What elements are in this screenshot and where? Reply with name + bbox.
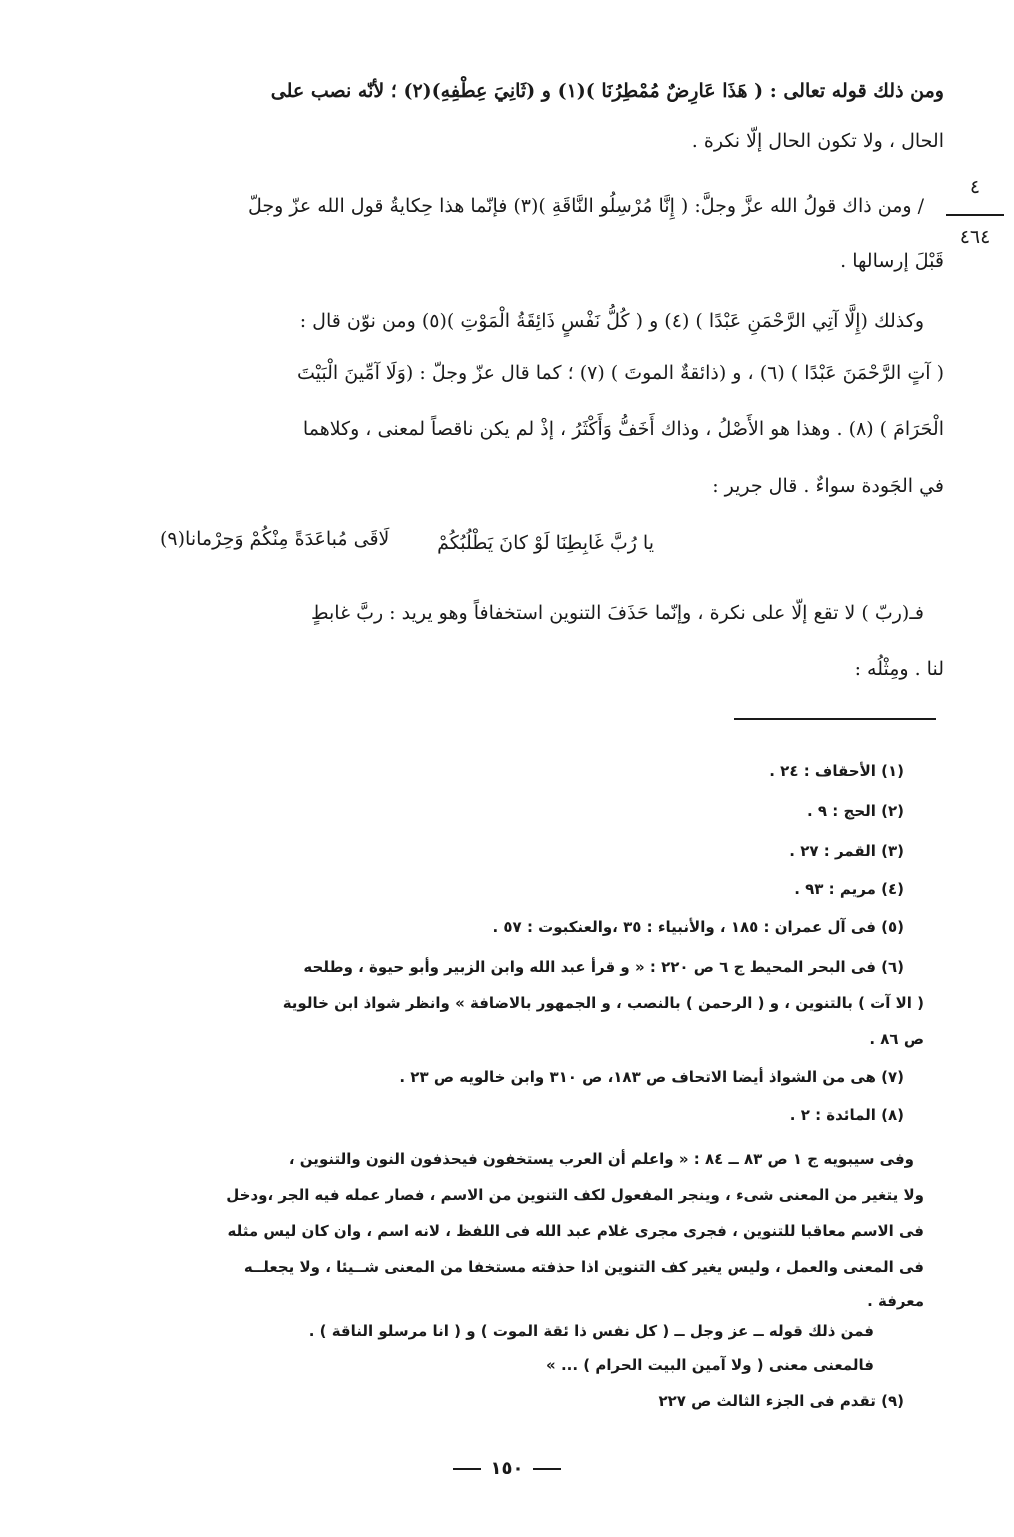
footnote-8-quote-1: وفى سيبويه ج ١ ص ٨٣ ــ ٨٤ : « واعلم أن العرب يستخفون فيحذفون النون والتنوين ، — [288, 1150, 914, 1168]
page-number-dash-left — [453, 1468, 481, 1470]
verse-first-hemistich: يا رُبَّ غَابِطِنَا لَوْ كانَ يَطْلُبُكُمْ — [437, 532, 654, 554]
body-line-3: / ومن ذاك قولُ الله عزَّ وجلَّ: ( إِنَّا مُرْسِلُو النَّاقَةِ )(٣) فإنّما هذا حِكايةُ قول الله عزّ وجلّ — [248, 195, 924, 217]
page-number-dash-right — [533, 1468, 561, 1470]
footnote-8-quote-3: فى الاسم معاقبا للتنوين ، فجرى مجرى غلام عبد الله فى اللفظ ، لانه اسم ، وان كان ليس مثله — [227, 1222, 924, 1240]
footnote-8-quote-7: فالمعنى معنى ( ولا آمين البيت الحرام ) ... » — [546, 1356, 874, 1374]
body-line-4: قَبْلَ إرسالها . — [840, 250, 944, 272]
page-number-value: ١٥٠ — [490, 1458, 524, 1479]
verse-second-hemistich: لَاقَى مُباعَدَةً مِنْكُمْ وَحِرْمانا(٩) — [160, 528, 390, 550]
body-line-1: ومن ذلك قوله تعالى : ( هَذَا عَارِضٌ مُمْطِرُنَا )(١) و (ثَانِيَ عِطْفِهِ)(٢) ؛ لأنّه نصب على — [270, 80, 944, 102]
footnote-6: (٦) فى البحر المحيط ج ٦ ص ٢٢٠ : « و قرأ عبد الله وابن الزبير وأبو حيوة ، وطلحه — [303, 958, 904, 976]
footnote-8-quote-4: فى المعنى والعمل ، وليس يغير كف التنوين اذا حذفته مستخفا من المعنى شــيئا ، ولا يجعلــه — [243, 1258, 924, 1276]
footnote-5: (٥) فى آل عمران : ١٨٥ ، والأنبياء : ٣٥ ،والعنكبوت : ٥٧ . — [492, 918, 904, 936]
footnote-8: (٨) المائدة : ٢ . — [789, 1106, 904, 1124]
footnote-6-cont: ( الا آت ) بالتنوين ، و ( الرحمن ) بالنصب ، و الجمهور بالاضافة » وانظر شواذ ابن خالوية — [282, 994, 924, 1012]
page-number — [0, 1458, 1014, 1479]
body-line-6: ( آتٍ الرَّحْمَنَ عَبْدًا ) (٦) ، و (ذائقةٌ الموتَ ) (٧) ؛ كما قال عزّ وجلّ : (وَلَا آمِّينَ الْبَيْتَ — [297, 362, 944, 384]
margin-ref-rule — [946, 214, 1004, 216]
footnote-3: (٣) القمر : ٢٧ . — [789, 842, 904, 860]
footnote-9: (٩) تقدم فى الجزء الثالث ص ٢٢٧ — [658, 1392, 904, 1410]
after-verse-line-1: فـ(ربّ ) لا تقع إلّا على نكرة ، وإنّما حَذَفَ التنوين استخفافاً وهو يريد : ربَّ غابطٍ — [310, 602, 924, 624]
margin-ref-top: ٤ — [969, 176, 981, 198]
footnote-8-quote-2: ولا يتغير من المعنى شىء ، وينجر المفعول لكف التنوين من الاسم ، فصار عمله فيه الجر ،ودخل — [226, 1186, 924, 1204]
after-verse-line-2: لنا . ومِثْلُه : — [854, 658, 944, 680]
margin-ref-bottom: ٤٦٤ — [959, 226, 991, 248]
body-line-8: في الجَودة سواءٌ . قال جرير : — [712, 475, 944, 497]
footnote-2: (٢) الحج : ٩ . — [806, 802, 904, 820]
footnote-8-quote-6: فمن ذلك قوله ــ عز وجل ــ ( كل نفس ذا ئقة الموت ) و ( انا مرسلو الناقة ) . — [308, 1322, 874, 1340]
body-line-7: الْحَرَامَ ) (٨) . وهذا هو الأَصْلُ ، وذاك أَخَفُّ وَأَكْثَرُ ، إذْ لم يكن ناقصاً لمعنى ، وكلاهما — [302, 418, 944, 440]
footnote-8-quote-5: معرفة . — [867, 1292, 924, 1310]
footnotes — [70, 0, 924, 1537]
body-line-5: وكذلك (إِلَّا آتِي الرَّحْمَنِ عَبْدًا ) (٤) و ( كُلُّ نَفْسٍ ذَائِقَةُ الْمَوْتِ )(٥) ومن نوّن قال : — [299, 310, 924, 332]
footnote-7: (٧) هى من الشواذ أيضا الاتحاف ص ١٨٣، ص ٣١٠ وابن خالويه ص ٢٣ . — [399, 1068, 904, 1086]
footnote-4: (٤) مريم : ٩٣ . — [794, 880, 904, 898]
footnote-1: (١) الأحقاف : ٢٤ . — [769, 762, 904, 780]
footnote-6-cont-2: ص ٨٦ . — [869, 1030, 924, 1048]
body-line-2: الحال ، ولا تكون الحال إلّا نكرة . — [691, 130, 944, 152]
